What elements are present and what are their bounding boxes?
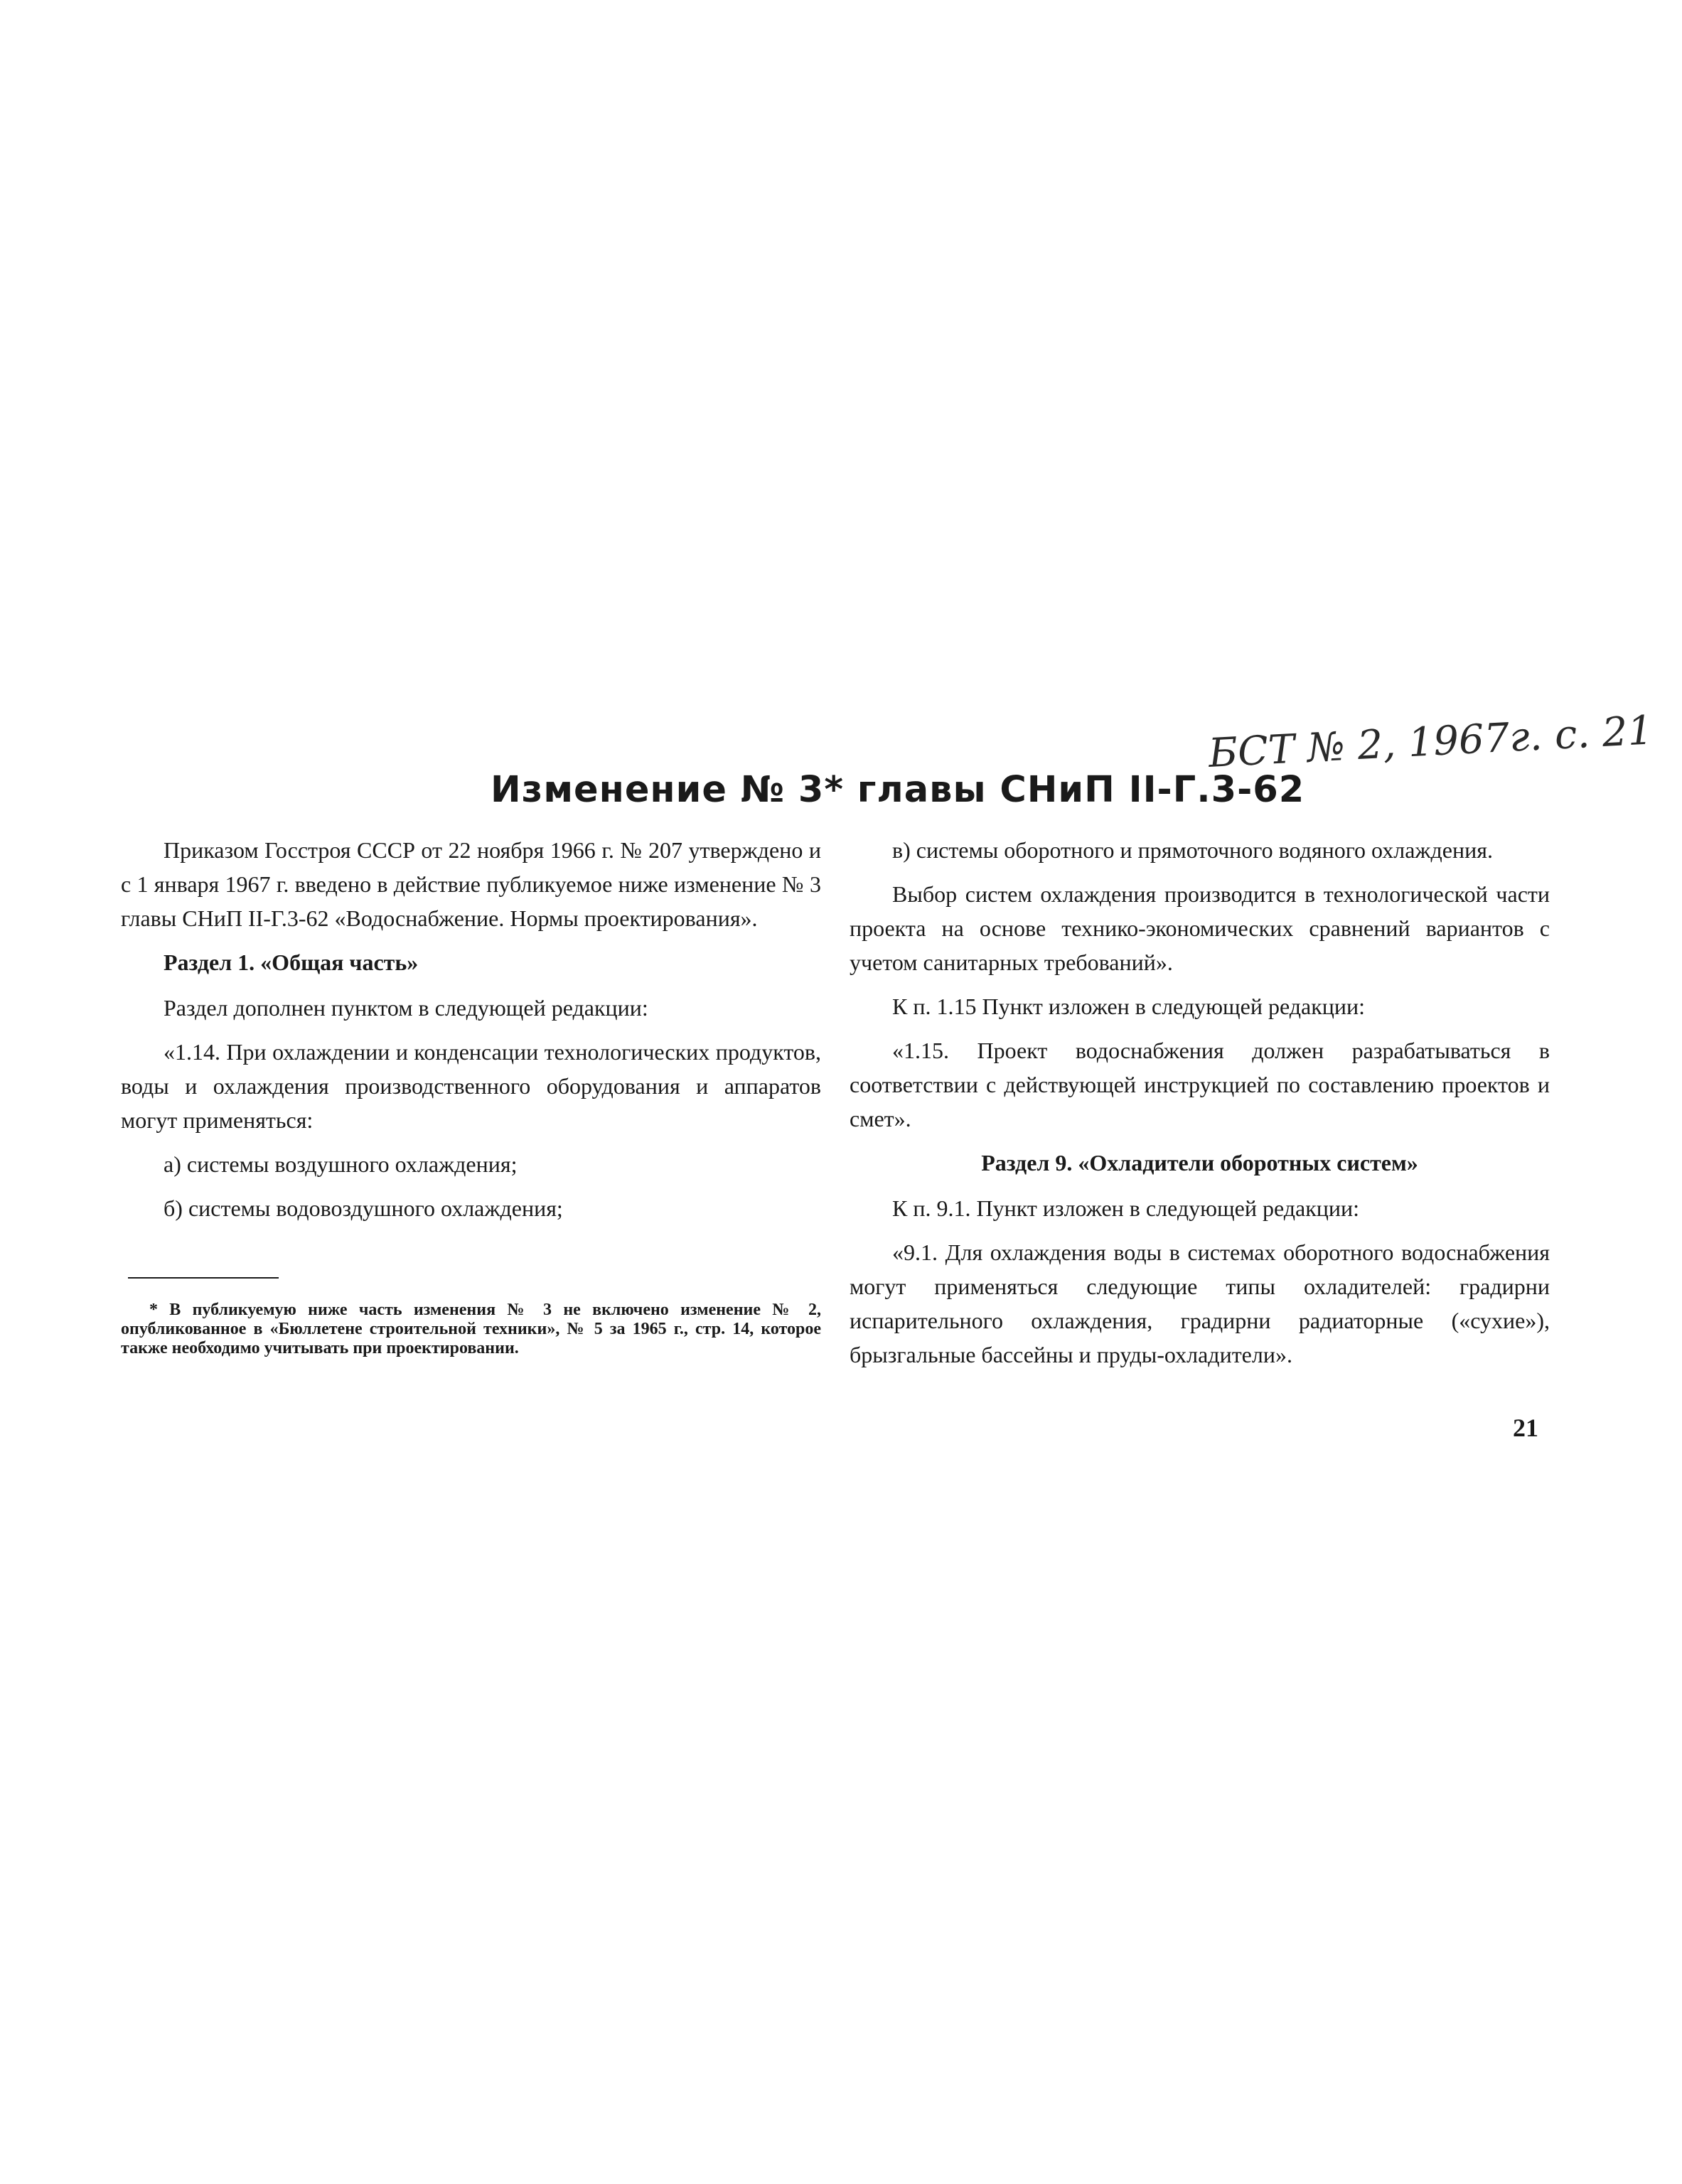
footnote-divider: [128, 1277, 279, 1279]
page-number: 21: [1513, 1414, 1538, 1442]
intro-paragraph: Приказом Госстроя СССР от 22 ноября 1966 г. № 207 утверждено и с 1 января 1967 г. введено в действие публикуемое ниже изменение № 3 главы СНиП II-Г.3-62 «Водоснабжение. Нормы проектирования».: [121, 837, 821, 931]
p-1-15-note: К п. 1.15 Пункт изложен в следующей редакции:: [892, 994, 1366, 1019]
item-1-14-paragraph: «1.14. При охлаждении и конденсации технологических продуктов, воды и охлаждения производственного оборудования и аппаратов могут применяться:: [121, 1039, 821, 1133]
item-1-15-paragraph: «1.15. Проект водоснабжения должен разрабатываться в соответствии с действующей инструкцией по составлению проектов и смет».: [850, 1038, 1550, 1131]
left-column: [121, 833, 821, 1235]
page-title: Изменение № 3* главы СНиП II-Г.3-62: [491, 769, 1305, 811]
right-column: [850, 833, 1550, 1382]
list-item-a: а) системы воздушного охлаждения;: [164, 1151, 518, 1177]
p-9-1-note: К п. 9.1. Пункт изложен в следующей редакции:: [892, 1195, 1360, 1221]
list-item-b: б) системы водовоздушного охлаждения;: [164, 1195, 563, 1221]
item-9-1-paragraph: «9.1. Для охлаждения воды в системах оборотного водоснабжения могут применяться следующие типы охладителей: градирни испарительного охлаждения, градирни радиаторные («сухие»), брызгальные бассейны и пруды-охладители».: [850, 1239, 1550, 1367]
footnote: * В публикуемую ниже часть изменения № 3 не включено изменение № 2, опубликованное в «Бюллетене строительной техники», № 5 за 1965 г., стр. 14, которое также необходимо учитывать при проектировании.: [121, 1301, 821, 1357]
section-9-heading: Раздел 9. «Охладители оборотных систем»: [981, 1150, 1418, 1176]
choice-paragraph: Выбор систем охлаждения производится в технологической части проекта на основе технико-экономических сравнений вариантов с учетом санитарных требований».: [850, 881, 1550, 975]
handwritten-reference-note: БСТ № 2, 1967г. с. 21: [1207, 707, 1654, 777]
list-item-v: в) системы оборотного и прямоточного водяного охлаждения.: [892, 837, 1493, 863]
section-1-heading: Раздел 1. «Общая часть»: [164, 950, 419, 975]
section-1-note: Раздел дополнен пунктом в следующей редакции:: [164, 995, 648, 1021]
